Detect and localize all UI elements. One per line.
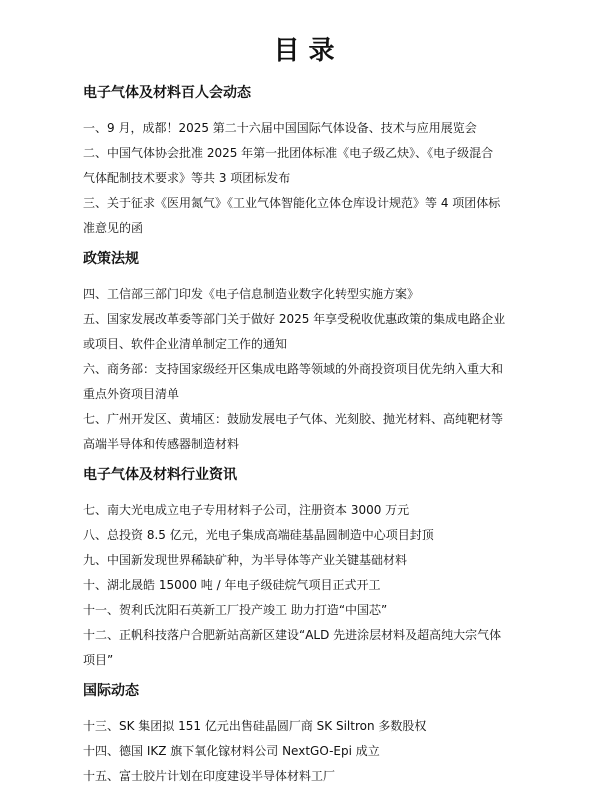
toc-entry-line: 二、中国气体协会批准 2025 年第一批团体标准《电子级乙炔》、《电子级混合 bbox=[83, 146, 494, 160]
toc-entry[interactable] bbox=[83, 739, 533, 764]
toc-entry[interactable] bbox=[83, 523, 533, 548]
toc-entry-line: 十、湖北晟皓 15000 吨 / 年电子级硅烷气项目正式开工 bbox=[83, 578, 381, 592]
toc-entry[interactable] bbox=[83, 357, 533, 407]
toc-entry[interactable] bbox=[83, 191, 533, 241]
table-of-contents bbox=[83, 82, 533, 796]
toc-entry-line: 十三、SK 集团拟 151 亿元出售硅晶圆厂商 SK Siltron 多数股权 bbox=[83, 719, 427, 733]
toc-entry-line: 六、商务部：支持国家级经开区集成电路等领域的外商投资项目优先纳入重大和 bbox=[83, 362, 504, 376]
toc-entry-line: 十一、贺利氏沈阳石英新工厂投产竣工 助力打造“中国芯” bbox=[83, 603, 388, 617]
toc-entry[interactable] bbox=[83, 141, 533, 191]
toc-entry-line: 十二、正帆科技落户合肥新站高新区建设“ALD 先进涂层材料及超高纯大宗气体 bbox=[83, 628, 502, 642]
toc-entry-line: 十五、富士胶片计划在印度建设半导体材料工厂 bbox=[83, 769, 336, 783]
section-international bbox=[83, 680, 533, 789]
toc-entry-line: 高端半导体和传感器制造材料 bbox=[83, 437, 240, 451]
toc-entry[interactable] bbox=[83, 548, 533, 573]
toc-entry-line: 项目” bbox=[83, 653, 114, 667]
toc-entry-line: 七、南大光电成立电子专用材料子公司，注册资本 3000 万元 bbox=[83, 503, 410, 517]
toc-entry-line: 三、关于征求《医用氮气》《工业气体智能化立体仓库设计规范》等 4 项团体标 bbox=[83, 196, 501, 210]
toc-entry-line: 七、广州开发区、黄埔区：鼓励发展电子气体、光刻胶、抛光材料、高纯靶材等 bbox=[83, 412, 504, 426]
toc-entry[interactable] bbox=[83, 116, 533, 141]
section-heading: 电子气体及材料行业资讯 bbox=[83, 467, 237, 483]
section-heading: 国际动态 bbox=[83, 683, 139, 699]
section-policy bbox=[83, 248, 533, 457]
section-heading: 政策法规 bbox=[83, 251, 139, 267]
toc-entry-line: 准意见的函 bbox=[83, 221, 144, 235]
toc-entry-line: 十四、德国 IKZ 旗下氧化镓材料公司 NextGO-Epi 成立 bbox=[83, 744, 380, 758]
toc-entry[interactable] bbox=[83, 764, 533, 789]
toc-entry[interactable] bbox=[83, 714, 533, 739]
toc-entry[interactable] bbox=[83, 573, 533, 598]
toc-entry[interactable] bbox=[83, 282, 533, 307]
toc-entry-line: 气体配制技术要求》等共 3 项团标发布 bbox=[83, 171, 291, 185]
toc-entry-line: 一、9 月，成都！2025 第二十六届中国国际气体设备、技术与应用展览会 bbox=[83, 121, 477, 135]
section-association-news bbox=[83, 82, 533, 241]
section-heading: 电子气体及材料百人会动态 bbox=[83, 85, 251, 101]
toc-entry[interactable] bbox=[83, 307, 533, 357]
section-industry-news bbox=[83, 464, 533, 673]
toc-entry-line: 重点外资项目清单 bbox=[83, 387, 180, 401]
toc-entry[interactable] bbox=[83, 623, 533, 673]
toc-entry[interactable] bbox=[83, 598, 533, 623]
toc-entry-line: 八、总投资 8.5 亿元，光电子集成高端硅基晶圆制造中心项目封顶 bbox=[83, 528, 434, 542]
toc-entry-line: 或项目、软件企业清单制定工作的通知 bbox=[83, 337, 288, 351]
toc-entry-line: 九、中国新发现世界稀缺矿种，为半导体等产业关键基础材料 bbox=[83, 553, 408, 567]
toc-entry[interactable] bbox=[83, 407, 533, 457]
toc-entry[interactable] bbox=[83, 498, 533, 523]
toc-entry-line: 五、国家发展改革委等部门关于做好 2025 年享受税收优惠政策的集成电路企业 bbox=[83, 312, 506, 326]
toc-entry-line: 四、工信部三部门印发《电子信息制造业数字化转型实施方案》 bbox=[83, 287, 420, 301]
page-title: 目 录 bbox=[273, 36, 335, 66]
